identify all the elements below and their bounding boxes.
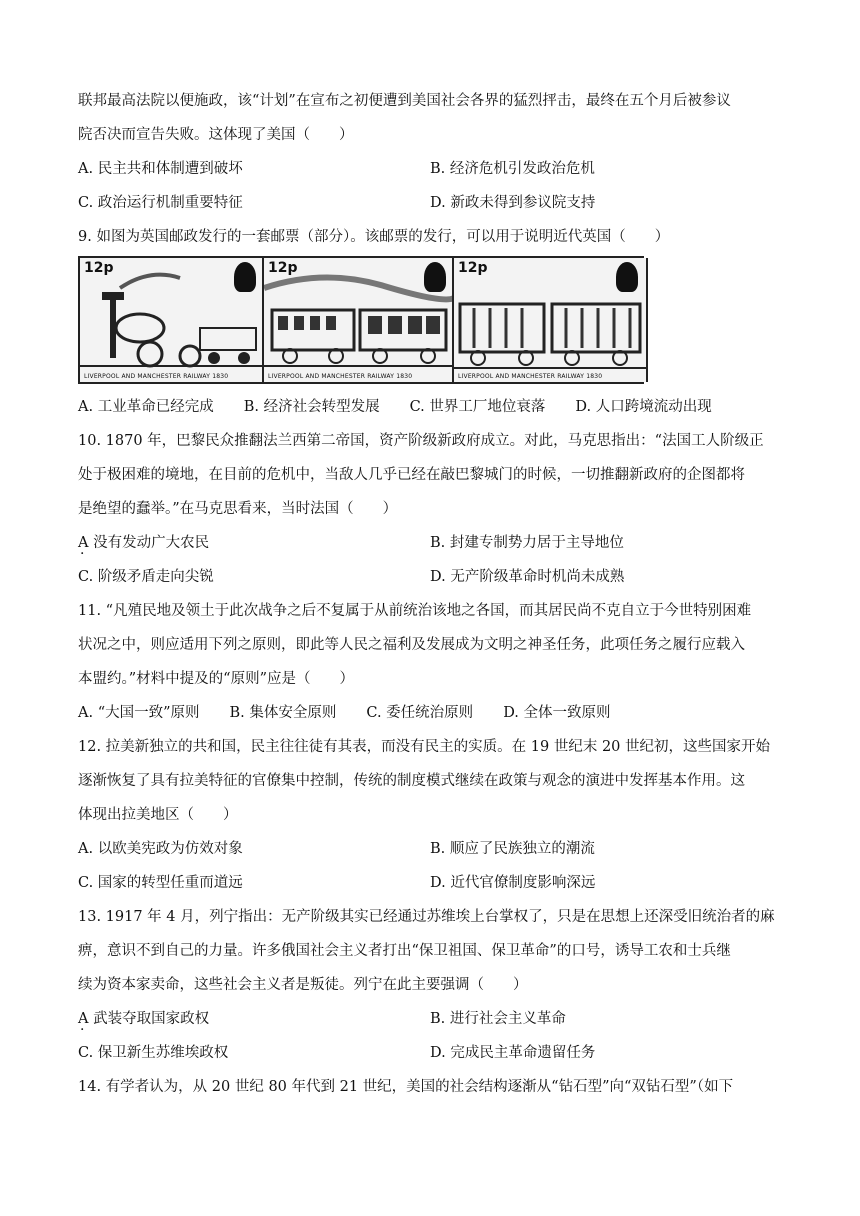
stamp-caption: LIVERPOOL AND MANCHESTER RAILWAY 1830: [268, 373, 413, 380]
q12-options-row: [78, 832, 788, 866]
q13-options-row: [78, 1036, 788, 1070]
q12-stem-line: 体现出拉美地区（ ）: [78, 807, 238, 823]
q8-stem-line: 联邦最高法院以便施政，该“计划”在宣布之初便遭到美国社会各界的猛烈抨击，最终在五个月后被参议: [78, 93, 731, 109]
q12-option-d[interactable]: D. 近代官僚制度影响深远: [430, 875, 596, 891]
q11-options-row: [78, 696, 788, 730]
q10-stem-line: 是绝望的蠢举。”在马克思看来，当时法国（ ）: [78, 501, 398, 517]
q13-stem-line: 痹，意识不到自己的力量。许多俄国社会主义者打出“保卫祖国、保卫革命”的口号，诱导工农和士兵继: [78, 943, 731, 959]
q10-option-c[interactable]: C. 阶级矛盾走向尖锐: [78, 569, 214, 585]
q13-option-a[interactable]: A 武装夺取国家政权 ·: [78, 1002, 430, 1036]
q12-stem-line: 逐渐恢复了具有拉美特征的官僚集中控制，传统的制度模式继续在政策与观念的演进中发挥基本作用。这: [78, 773, 745, 789]
q12-option-c[interactable]: C. 国家的转型任重而道远: [78, 875, 243, 891]
q13-option-d[interactable]: D. 完成民主革命遗留任务: [430, 1045, 596, 1061]
stamp-2: [262, 258, 456, 382]
q8-option-c[interactable]: C. 政治运行机制重要特征: [78, 195, 243, 211]
q12-stem-line: 12. 拉美新独立的共和国，民主往往徒有其表，而没有民主的实质。在 19 世纪末 20 世纪初，这些国家开始: [78, 739, 771, 755]
q8-option-b[interactable]: B. 经济危机引发政治危机: [430, 161, 595, 177]
question-9: [78, 220, 788, 424]
q8-options-row: [78, 152, 788, 186]
stamp-caption: LIVERPOOL AND MANCHESTER RAILWAY 1830: [84, 373, 229, 380]
q12-option-a[interactable]: A. 以欧美宪政为仿效对象: [78, 841, 243, 857]
q10-stem-line: 10. 1870 年，巴黎民众推翻法兰西第二帝国，资产阶级新政府成立。对此，马克思指出：“法国工人阶级正: [78, 433, 764, 449]
q11-stem-line: 本盟约。”材料中提及的“原则”应是（ ）: [78, 671, 354, 687]
passenger-carriage-icon: [264, 258, 454, 382]
q12-options-row: [78, 866, 788, 900]
q11-stem-line: 状况之中，则应适用下列之原则，即此等人民之福利及发展成为文明之神圣任务，此项任务之履行应载入: [78, 637, 745, 653]
q9-option-b[interactable]: B. 经济社会转型发展: [243, 399, 380, 415]
stamp-value: 12p: [84, 260, 114, 276]
q13-option-c[interactable]: C. 保卫新生苏维埃政权: [78, 1045, 229, 1061]
q13-stem-line: 13. 1917 年 4 月，列宁指出：无产阶级其实已经通过苏维埃上台掌权了，只是在思想上还深受旧统治者的麻: [78, 909, 775, 925]
question-11: [78, 594, 788, 730]
q9-option-d[interactable]: D. 人口跨境流动出现: [575, 399, 712, 415]
q9-stem: 9. 如图为英国邮政发行的一套邮票（部分）。该邮票的发行，可以用于说明近代英国（ ）: [78, 229, 670, 245]
q9-option-a[interactable]: A. 工业革命已经完成: [78, 399, 214, 415]
q8-option-d[interactable]: D. 新政未得到参议院支持: [430, 195, 596, 211]
q10-option-d[interactable]: D. 无产阶级革命时机尚未成熟: [430, 569, 625, 585]
q8-stem-line: 院否决而宣告失败。这体现了美国（ ）: [78, 127, 354, 143]
q11-stem-line: 11. “凡殖民地及领土于此次战争之后不复属于从前统治该地之各国，而其居民尚不克自立于今世特别困难: [78, 603, 752, 619]
stamp-value: 12p: [268, 260, 298, 276]
q14-stem-line: 14. 有学者认为，从 20 世纪 80 年代到 21 世纪，美国的社会结构逐渐从“钻石型”向“双钻石型”（如下: [78, 1079, 734, 1095]
question-8: [78, 84, 788, 220]
stamp-set-figure: [78, 256, 644, 384]
q8-options-row: [78, 186, 788, 220]
question-10: [78, 424, 788, 594]
q10-options-row: [78, 526, 788, 560]
q11-option-a[interactable]: A. “大国一致”原则: [78, 705, 200, 721]
q11-option-d[interactable]: D. 全体一致原则: [503, 705, 611, 721]
stamp-caption: LIVERPOOL AND MANCHESTER RAILWAY 1830: [458, 373, 603, 380]
question-12: [78, 730, 788, 900]
q11-option-b[interactable]: B. 集体安全原则: [229, 705, 337, 721]
q9-options-row: [78, 390, 788, 424]
q13-option-b[interactable]: B. 进行社会主义革命: [430, 1011, 566, 1027]
stamp-1: [78, 258, 266, 382]
q12-option-b[interactable]: B. 顺应了民族独立的潮流: [430, 841, 595, 857]
q13-stem-line: 续为资本家卖命，这些社会主义者是叛徒。列宁在此主要强调（ ）: [78, 977, 528, 993]
question-14: [78, 1070, 788, 1104]
q10-options-row: [78, 560, 788, 594]
stamp-3: [452, 258, 648, 382]
q13-options-row: [78, 1002, 788, 1036]
goods-wagon-icon: [454, 258, 646, 382]
q11-option-c[interactable]: C. 委任统治原则: [366, 705, 474, 721]
q8-option-a[interactable]: A. 民主共和体制遭到破坏: [78, 161, 243, 177]
q9-option-c[interactable]: C. 世界工厂地位衰落: [409, 399, 546, 415]
q10-option-b[interactable]: B. 封建专制势力居于主导地位: [430, 535, 624, 551]
stamp-value: 12p: [458, 260, 488, 276]
locomotive-icon: [80, 258, 264, 382]
question-13: [78, 900, 788, 1070]
exam-page: [78, 84, 788, 1104]
q10-option-a[interactable]: A 没有发动广大农民 ·: [78, 526, 430, 560]
q10-stem-line: 处于极困难的境地，在目前的危机中，当敌人几乎已经在敲巴黎城门的时候，一切推翻新政府的企图都将: [78, 467, 745, 483]
